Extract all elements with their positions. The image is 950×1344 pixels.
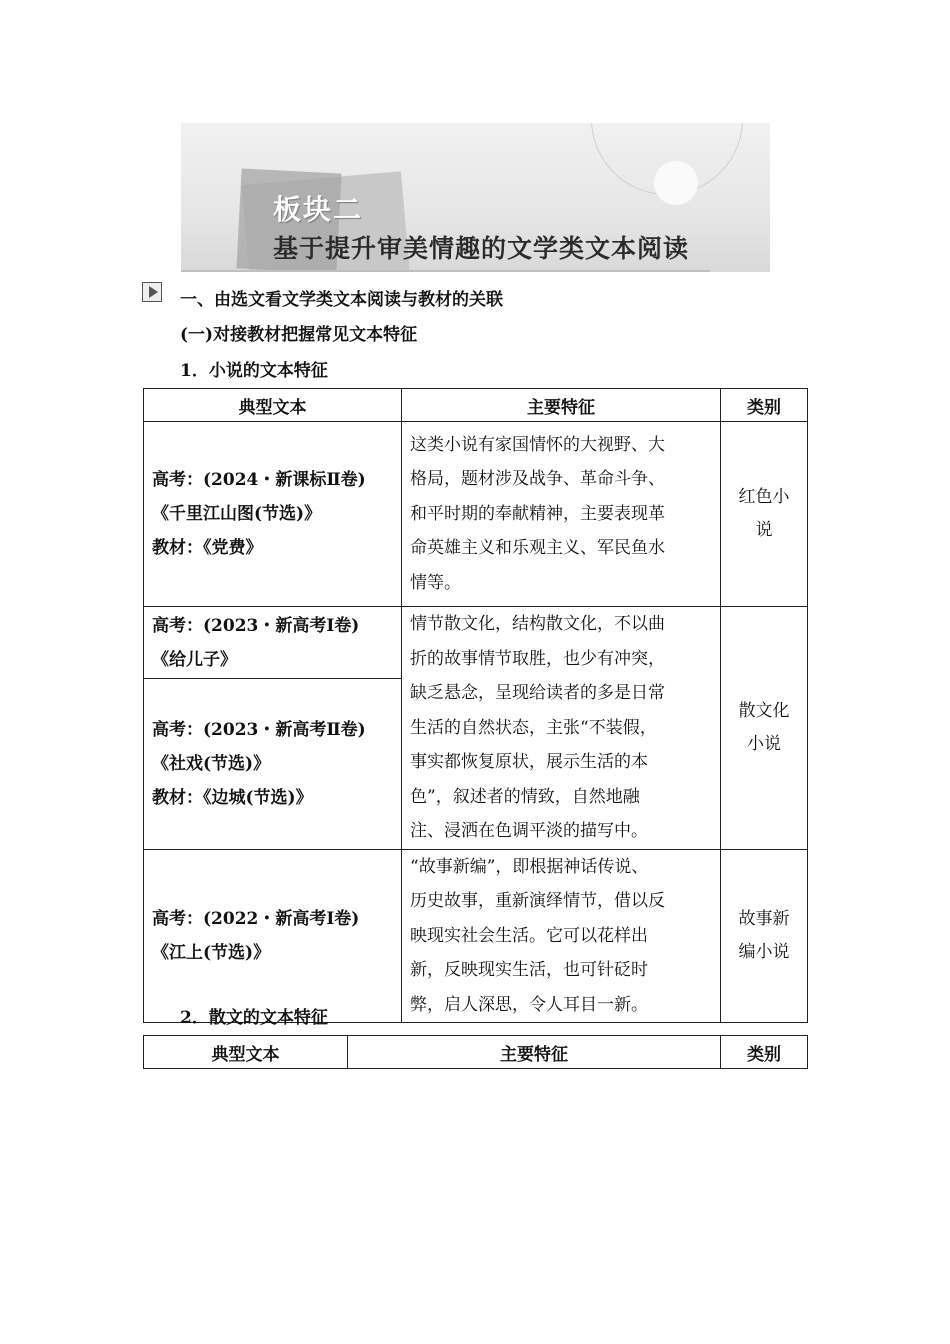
table-header-row: [144, 389, 808, 422]
feature-line: 事实都恢复原状，展示生活的本: [410, 752, 648, 772]
col-header: 典型文本: [144, 1036, 348, 1069]
feature-line: 生活的自然状态，主张“不装假，: [410, 717, 657, 738]
table-row: [144, 422, 808, 607]
source-cell: [144, 849, 402, 1023]
source-line: 《千里江山图(节选)》: [152, 504, 322, 524]
col-header: 类别: [721, 389, 808, 422]
heading-2: (一)对接教材把握常见文本特征: [180, 325, 418, 345]
feature-line: 和平时期的奉献精神，主要表现革: [410, 503, 665, 524]
decor-dot: [654, 161, 698, 205]
feature-cell: [402, 607, 721, 850]
novel-table: [143, 388, 808, 1023]
feature-cell: [402, 849, 721, 1023]
banner-title: 基于提升审美情趣的文学类文本阅读: [273, 234, 690, 263]
feature-line: 注、浸洒在色调平淡的描写中。: [410, 821, 648, 841]
source-cell: [144, 422, 402, 607]
source-line: 高考：(2022・新高考Ⅰ卷): [152, 908, 360, 929]
category-cell: [721, 849, 808, 1023]
source-line: 高考：(2023・新高考Ⅱ卷): [152, 719, 366, 740]
category-line: 故事新: [738, 908, 790, 929]
source-line: 教材：《党费》: [152, 538, 263, 558]
feature-line: 情节散文化，结构散文化，不以曲: [410, 614, 665, 634]
category-cell: [721, 607, 808, 850]
feature-line: 缺乏悬念，呈现给读者的多是日常: [410, 683, 665, 703]
feature-line: 映现实社会生活。它可以花样出: [410, 925, 648, 946]
section-banner: [181, 123, 770, 272]
col-header: 典型文本: [144, 389, 402, 422]
feature-cell: [402, 422, 721, 607]
source-line: 教材：《边城(节选)》: [152, 787, 313, 808]
table-row: [144, 607, 808, 679]
category-line: 红色小: [738, 487, 790, 507]
play-icon: [142, 282, 162, 302]
heading-4: 2．散文的文本特征: [180, 1008, 328, 1028]
category-line: 散文化: [738, 700, 790, 721]
source-cell: [144, 607, 402, 679]
category-line: 小说: [747, 733, 781, 754]
source-line: 高考：(2024・新课标Ⅱ卷): [152, 470, 366, 490]
source-line: 《给儿子》: [152, 649, 237, 670]
feature-line: 这类小说有家国情怀的大视野、大: [410, 434, 665, 455]
prose-table: [143, 1035, 808, 1069]
feature-line: 格局，题材涉及战争、革命斗争、: [410, 469, 665, 490]
heading-1: 一、由选文看文学类文本阅读与教材的关联: [180, 290, 503, 310]
decor-line: [181, 270, 710, 272]
source-line: 《社戏(节选)》: [152, 753, 271, 774]
source-line: 《江上(节选)》: [152, 942, 271, 963]
banner-section-label: 板块二: [273, 193, 364, 226]
category-cell: [721, 422, 808, 607]
table-row: [144, 849, 808, 1023]
col-header: 主要特征: [348, 1036, 721, 1069]
feature-line: 折的故事情节取胜，也少有冲突，: [410, 648, 665, 669]
source-cell: [144, 679, 402, 849]
source-line: 高考：(2023・新高考Ⅰ卷): [152, 615, 360, 636]
feature-line: 命英雄主义和乐观主义、军民鱼水: [410, 538, 665, 559]
col-header: 主要特征: [402, 389, 721, 422]
category-line: 说: [755, 520, 773, 540]
heading-3: 1．小说的文本特征: [180, 361, 328, 381]
feature-line: 历史故事，重新演绎情节，借以反: [410, 891, 665, 911]
col-header: 类别: [721, 1036, 808, 1069]
table-header-row: [144, 1036, 808, 1069]
feature-line: 弊，启人深思，令人耳目一新。: [410, 994, 648, 1015]
feature-line: 色”，叙述者的情致，自然地融: [410, 786, 640, 807]
category-line: 编小说: [738, 941, 790, 962]
feature-line: 新，反映现实生活，也可针砭时: [410, 960, 648, 980]
feature-line: 情等。: [410, 572, 461, 593]
feature-line: “故事新编”，即根据神话传说、: [410, 856, 649, 877]
